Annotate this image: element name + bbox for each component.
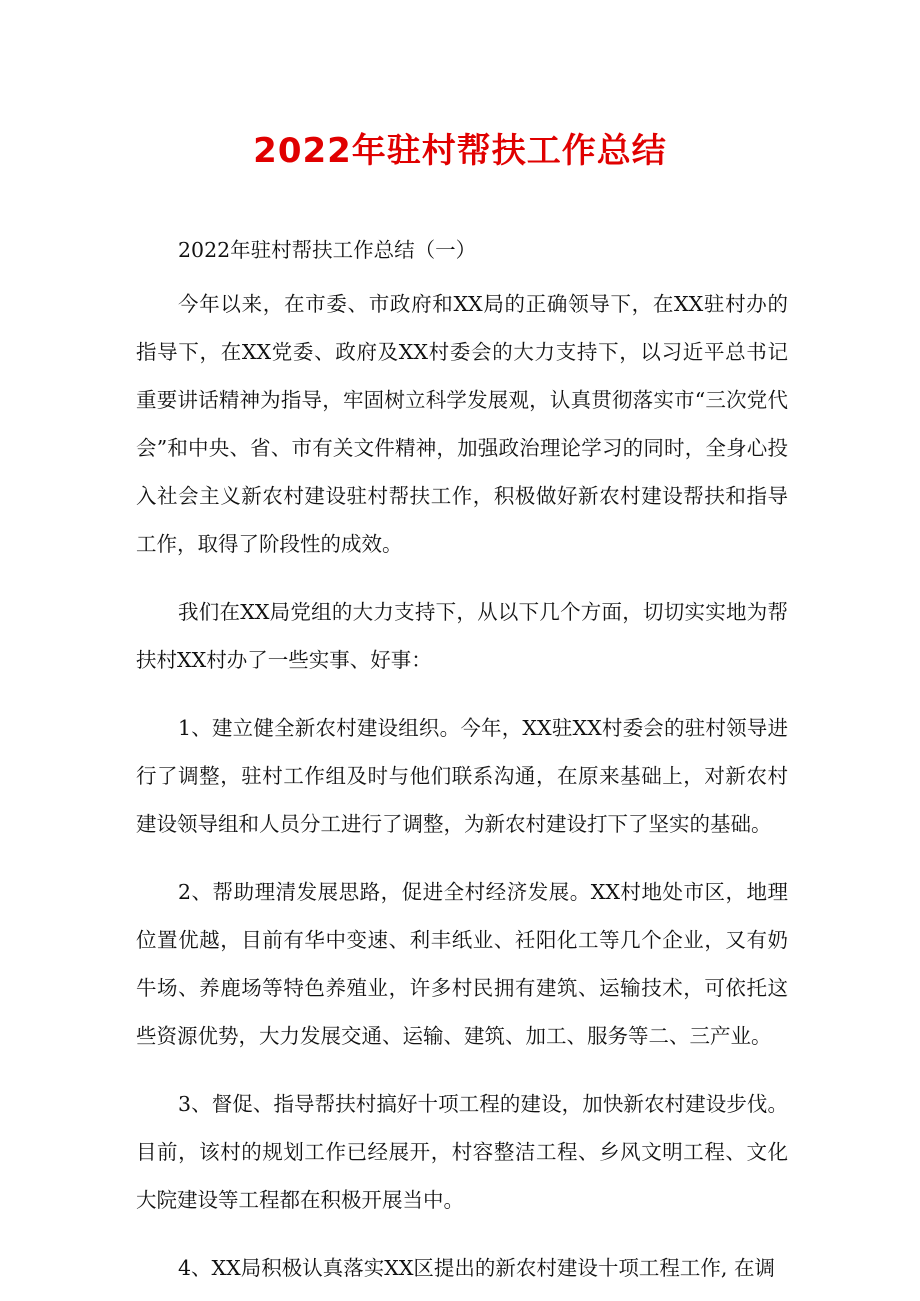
document-title: 2022年驻村帮扶工作总结	[253, 131, 667, 171]
paragraph-item-2: 2、帮助理清发展思路，促进全村经济发展。XX村地处市区，地理位置优越，目前有华中变速、利丰纸业、祍阳化工等几个企业，又有奶牛场、养鹿场等特色养殖业，许多村民拥有建筑、运输技术，可依托这些资源优势，大力发展交通、运输、建筑、加工、服务等二、三产业。	[136, 880, 788, 1048]
paragraph-item-1: 1、建立健全新农村建设组织。今年，XX驻XX村委会的驻村领导进行了调整，驻村工作组及时与他们联系沟通，在原来基础上，对新农村建设领导组和人员分工进行了调整，为新农村建设打下了坚实的基础。	[136, 716, 788, 836]
document-body	[136, 226, 788, 1292]
paragraph-item-4: 4、XX局积极认真落实XX区提出的新农村建设十项工程工作, 在调	[178, 1256, 775, 1280]
section-subtitle: 2022年驻村帮扶工作总结（一）	[178, 238, 477, 262]
paragraph-intro: 今年以来，在市委、市政府和XX局的正确领导下，在XX驻村办的指导下，在XX党委、政府及XX村委会的大力支持下，以习近平总书记重要讲话精神为指导，牢固树立科学发展观，认真贯彻落实市“三次党代会”和中央、省、市有关文件精神，加强政治理论学习的同时，全身心投入社会主义新农村建设驻村帮扶工作，积极做好新农村建设帮扶和指导工作，取得了阶段性的成效。	[136, 292, 788, 556]
paragraph-item-3: 3、督促、指导帮扶村搞好十项工程的建设，加快新农村建设步伐。目前，该村的规划工作已经展开，村容整洁工程、乡风文明工程、文化大院建设等工程都在积极开展当中。	[136, 1092, 788, 1212]
paragraph-support: 我们在XX局党组的大力支持下，从以下几个方面，切切实实地为帮扶村XX村办了一些实事、好事：	[136, 600, 788, 672]
